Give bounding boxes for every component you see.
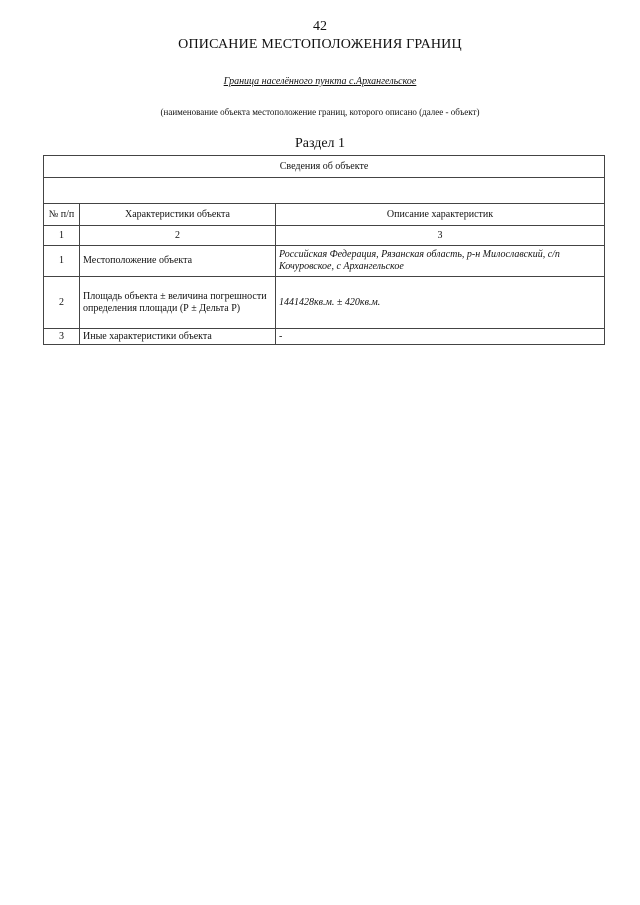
table-row bbox=[44, 277, 605, 329]
table-row bbox=[44, 246, 605, 277]
document-title: ОПИСАНИЕ МЕСТОПОЛОЖЕНИЯ ГРАНИЦ bbox=[178, 37, 462, 52]
table-header-row bbox=[44, 156, 605, 178]
page-number: 42 bbox=[313, 19, 327, 34]
row-description: Российская Федерация, Рязанская область, р-н Милославский, с/п Кочуровское, с Архангельское bbox=[276, 246, 605, 277]
row-characteristic: Местоположение объекта bbox=[80, 246, 276, 277]
table-header: Сведения об объекте bbox=[44, 156, 605, 178]
table-empty-row bbox=[44, 178, 605, 204]
row-number: 1 bbox=[44, 246, 80, 277]
column-header-characteristic: Характеристики объекта bbox=[80, 204, 276, 226]
row-number: 2 bbox=[44, 277, 80, 329]
column-header-description: Описание характеристик bbox=[276, 204, 605, 226]
column-number-row bbox=[44, 226, 605, 246]
object-caption: (наименование объекта местоположение границ, которого описано (далее - объект) bbox=[160, 107, 480, 117]
column-number: 2 bbox=[80, 226, 276, 246]
column-number: 1 bbox=[44, 226, 80, 246]
row-characteristic: Площадь объекта ± величина погрешности определения площади (Р ± Дельта Р) bbox=[80, 277, 276, 329]
table-empty-cell bbox=[44, 178, 605, 204]
object-info-table bbox=[43, 155, 605, 345]
table-row bbox=[44, 329, 605, 345]
row-characteristic: Иные характеристики объекта bbox=[80, 329, 276, 345]
object-name-line bbox=[0, 76, 640, 87]
row-description: - bbox=[276, 329, 605, 345]
row-description: 1441428кв.м. ± 420кв.м. bbox=[276, 277, 605, 329]
column-header-num: № п/п bbox=[44, 204, 80, 226]
object-name: Граница населённого пункта с.Архангельское bbox=[223, 76, 417, 87]
section-title: Раздел 1 bbox=[294, 136, 346, 151]
column-number: 3 bbox=[276, 226, 605, 246]
row-number: 3 bbox=[44, 329, 80, 345]
column-header-row bbox=[44, 204, 605, 226]
